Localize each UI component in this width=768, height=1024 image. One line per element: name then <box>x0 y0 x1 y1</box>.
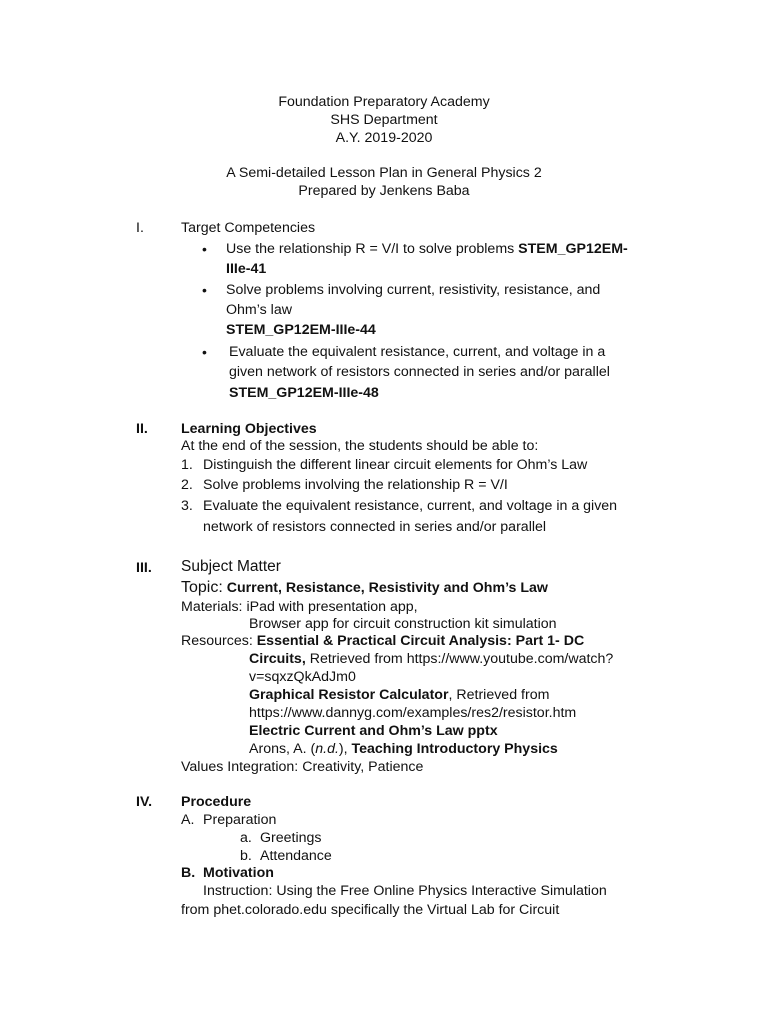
resource-1-title: Essential & Practical Circuit Analysis: Part 1- DC <box>256 633 585 649</box>
materials-row <box>181 598 418 616</box>
procedure-a-sub-b-text: Attendance <box>260 848 332 864</box>
section-2-numeral: II. <box>136 421 148 437</box>
section-4-title: Procedure <box>181 794 252 810</box>
objective-3-line1: Evaluate the equivalent resistance, current, and voltage in a given <box>203 498 618 514</box>
competency-2-code: STEM_GP12EM-IIIe-44 <box>226 322 376 338</box>
resource-4-mid: ), <box>338 741 352 757</box>
competency-3-line1: Evaluate the equivalent resistance, current, and voltage in a <box>229 344 606 360</box>
procedure-a-sub-a-label: a. <box>240 830 252 846</box>
materials-label: Materials: <box>181 599 243 615</box>
bullet-icon: • <box>202 344 207 360</box>
bullet-icon: • <box>202 282 207 298</box>
competency-3-code: STEM_GP12EM-IIIe-48 <box>229 385 379 401</box>
resource-3-title: Electric Current and Ohm’s Law pptx <box>249 723 498 739</box>
topic-value: Current, Resistance, Resistivity and Ohm’s Law <box>226 580 548 596</box>
resource-1-retrieved: Retrieved from https://www.youtube.com/watch? <box>309 651 614 667</box>
competency-1-text: Use the relationship R = V/I to solve problems <box>226 241 519 257</box>
prepared-by: Prepared by Jenkens Baba <box>298 183 470 199</box>
topic-row <box>181 579 548 597</box>
materials-line2: Browser app for circuit construction kit simulation <box>249 616 557 632</box>
materials-line1: iPad with presentation app, <box>246 599 418 615</box>
bullet-icon: • <box>202 241 207 257</box>
objective-2-num: 2. <box>181 477 193 493</box>
resource-1-url-cont: v=sqxzQkAdJm0 <box>249 669 356 685</box>
resource-2-url: https://www.dannyg.com/examples/res2/resistor.htm <box>249 705 577 721</box>
competency-1-code: STEM_GP12EM- <box>518 241 628 257</box>
topic-label: Topic: <box>181 579 223 596</box>
competency-3-line2: given network of resistors connected in series and/or parallel <box>229 364 610 380</box>
academic-year: A.Y. 2019-2020 <box>335 130 433 146</box>
section-2-title: Learning Objectives <box>181 421 317 437</box>
procedure-a-sub-b-label: b. <box>240 848 252 864</box>
competency-1 <box>226 240 628 258</box>
values-integration: Values Integration: Creativity, Patience <box>181 759 424 775</box>
section-3-numeral: III. <box>136 560 152 576</box>
section-4-numeral: IV. <box>136 794 153 810</box>
procedure-a-text: Preparation <box>203 812 277 828</box>
resource-2 <box>249 686 549 704</box>
procedure-a-label: A. <box>181 812 195 828</box>
objective-1-num: 1. <box>181 457 193 473</box>
objective-3-line2: network of resistors connected in series and/or parallel <box>203 519 547 535</box>
procedure-b-label: B. <box>181 865 196 881</box>
school-name: Foundation Preparatory Academy <box>278 94 490 110</box>
competency-1-code-cont: IIIe-41 <box>226 261 267 277</box>
resource-4-nd: n.d. <box>315 741 339 757</box>
procedure-a-sub-a-text: Greetings <box>260 830 322 846</box>
section-3-title: Subject Matter <box>181 558 281 575</box>
resource-4-author: Arons, A. ( <box>249 741 316 757</box>
section-1-numeral: I. <box>136 220 144 236</box>
instruction-line2: from phet.colorado.edu specifically the Virtual Lab for Circuit <box>181 902 560 918</box>
procedure-b-text: Motivation <box>203 865 274 881</box>
competency-2-line2: Ohm’s law <box>226 302 292 318</box>
lesson-plan-title: A Semi-detailed Lesson Plan in General Physics 2 <box>226 165 542 181</box>
competency-2-line1: Solve problems involving current, resistivity, resistance, and <box>226 282 601 298</box>
department-name: SHS Department <box>330 112 438 128</box>
resources-row <box>181 632 584 650</box>
instruction-line1: Instruction: Using the Free Online Physics Interactive Simulation <box>203 883 607 899</box>
section-1-title: Target Competencies <box>181 220 316 236</box>
objectives-intro: At the end of the session, the students should be able to: <box>181 438 539 454</box>
resources-label: Resources: <box>181 633 253 649</box>
resource-2-retrieved: , Retrieved from <box>448 687 550 703</box>
objective-2-text: Solve problems involving the relationship R = V/I <box>203 477 508 493</box>
resource-1-cont <box>249 650 613 668</box>
resource-4 <box>249 740 558 758</box>
resource-2-title: Graphical Resistor Calculator <box>249 687 449 703</box>
objective-1-text: Distinguish the different linear circuit elements for Ohm’s Law <box>203 457 588 473</box>
resource-4-title: Teaching Introductory Physics <box>351 741 558 757</box>
resource-1-title-cont: Circuits, <box>249 651 306 667</box>
objective-3-num: 3. <box>181 498 193 514</box>
